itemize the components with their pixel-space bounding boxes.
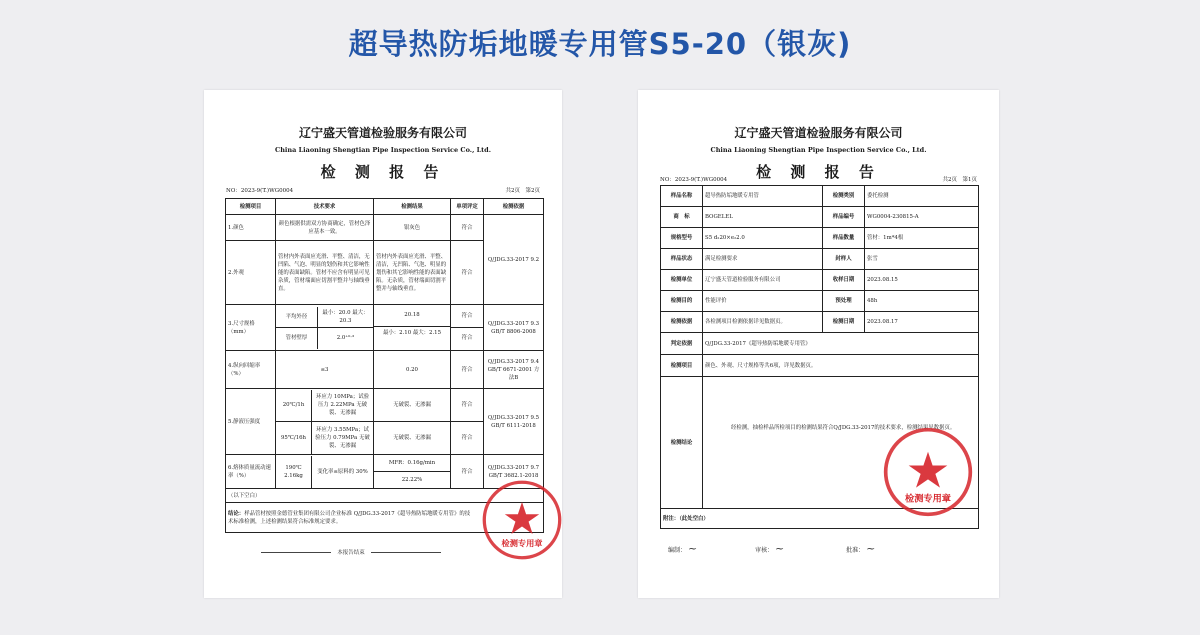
info-row xyxy=(661,249,979,270)
blank-note: （以下空白） xyxy=(226,489,544,503)
items-label: 检测项目 xyxy=(661,355,703,377)
info-value: 辽宁盛天管道检验服务有限公司 xyxy=(703,270,823,291)
info-label: 预处理 xyxy=(823,291,865,312)
review-signature: ~ xyxy=(775,542,785,555)
info-row xyxy=(661,291,979,312)
info-value: 委托检测 xyxy=(865,186,979,207)
col-header: 技术要求 xyxy=(276,199,374,215)
report-heading: 检 测 报 告 xyxy=(320,163,446,181)
info-label: 收样日期 xyxy=(823,270,865,291)
page-indicator: 共2页 第2页 xyxy=(505,188,540,194)
result-color: 银灰色 xyxy=(374,215,451,241)
company-name-en: China Liaoning Shengtian Pipe Inspection Service Co., Ltd. xyxy=(275,146,491,154)
conclusion-label: 检测结论 xyxy=(661,377,703,509)
result-appearance: 管材内外表面应光滑、平整、清洁，无凹陷、气泡、明显的划伤和其它影响性能的表面缺陷。无杂质，管材端面切割平整并与轴线垂直。 xyxy=(374,241,451,305)
basis-appearance: Q/JDG.33-2017 9.2 xyxy=(484,215,544,305)
page-indicator: 共2页 第1页 xyxy=(942,177,977,183)
info-label: 规格型号 xyxy=(661,228,703,249)
item-mfr: 6.熔体质量流动速率（%） xyxy=(226,455,276,489)
req-color: 颜色根据供需双方协商确定，管材色泽应基本一致。 xyxy=(276,215,374,241)
report-end xyxy=(236,548,466,556)
info-value: 性能评价 xyxy=(703,291,823,312)
report-page-1 xyxy=(638,90,999,598)
judge-label: 判定依据 xyxy=(661,333,703,355)
items-text: 颜色、外观、尺寸规格等共6项，详见数据页。 xyxy=(703,355,979,377)
eval-wall: 符合 xyxy=(461,335,473,341)
info-value: 满足检测要求 xyxy=(703,249,823,270)
col-header: 检测依据 xyxy=(484,199,544,215)
info-row xyxy=(661,312,979,333)
basis-shrink: Q/JDG.33-2017 9.4 GB/T 6671-2001 方法B xyxy=(484,351,544,389)
info-label: 样品名称 xyxy=(661,186,703,207)
info-label: 样品数量 xyxy=(823,228,865,249)
report-end-label: 本报告结束 xyxy=(337,550,365,556)
company-name-cn: 辽宁盛天管道检验服务有限公司 xyxy=(734,126,903,140)
result-mfr-value: MFR：0.16g/min xyxy=(374,455,450,472)
basis-pressure: Q/JDG.33-2017 9.5 GB/T 6111-2018 xyxy=(484,389,544,455)
info-value: 超导热防垢地暖专用管 xyxy=(703,186,823,207)
info-row xyxy=(661,207,979,228)
result-pressure xyxy=(374,389,451,455)
info-value: S5 d₂20×e₂2.0 xyxy=(703,228,823,249)
info-label: 样品编号 xyxy=(823,207,865,228)
info-label: 检测单位 xyxy=(661,270,703,291)
eval-avg-od: 符合 xyxy=(451,306,483,328)
label-avg-od: 平均外径 xyxy=(276,307,317,328)
stamp-label: 检测专用章 xyxy=(501,538,543,549)
result-mfr xyxy=(374,455,451,489)
basis-mfr: Q/JDG.33-2017 9.7 GB/T 3682.1-2018 xyxy=(484,455,544,489)
item-pressure: 5.静液压强度 xyxy=(226,389,276,455)
result-dimension xyxy=(374,305,451,351)
report-page-2 xyxy=(204,90,562,598)
req-wall: 2.0⁺⁰·³ xyxy=(317,328,373,349)
col-header: 检测结果 xyxy=(374,199,451,215)
result-95c: 无破裂、无渗漏 xyxy=(393,435,431,441)
info-value: WG0004-230815-A xyxy=(865,207,979,228)
eval-dimension xyxy=(451,305,484,351)
eval-20c: 符合 xyxy=(451,389,483,422)
req-95c: 环应力 3.55MPa；试验压力 0.79MPa 无破裂、无渗漏 xyxy=(312,422,373,454)
info-row xyxy=(661,270,979,291)
info-label: 商 标 xyxy=(661,207,703,228)
company-name-en: China Liaoning Shengtian Pipe Inspection Service Co., Ltd. xyxy=(710,146,927,154)
eval-color: 符合 xyxy=(451,215,484,241)
info-label: 检测类别 xyxy=(823,186,865,207)
req-mfr xyxy=(276,455,374,489)
remark-row: 附注：（此处空白） xyxy=(661,509,979,529)
col-header: 单项评定 xyxy=(451,199,484,215)
eval-shrink: 符合 xyxy=(451,351,484,389)
result-avg-od: 20.18 xyxy=(374,305,450,327)
info-row xyxy=(661,186,979,207)
compile-label: 编制： xyxy=(668,547,687,554)
result-shrink: 0.20 xyxy=(374,351,451,389)
info-label: 封样人 xyxy=(823,249,865,270)
compile-signature: ~ xyxy=(687,542,698,555)
cond-mfr: 190℃ 2.16kg xyxy=(276,456,312,488)
req-dimension xyxy=(276,305,374,351)
info-row xyxy=(661,228,979,249)
info-value: BOGELEL xyxy=(703,207,823,228)
eval-appearance: 符合 xyxy=(451,241,484,305)
stamp-label: 检测专用章 xyxy=(905,493,951,505)
judge-text: Q/JDG.33-2017《超导热防垢地暖专用管》 xyxy=(703,333,979,355)
label-wall: 管材壁厚 xyxy=(276,328,317,349)
eval-95c: 符合 xyxy=(461,435,473,441)
info-label: 检测依据 xyxy=(661,312,703,333)
req-appearance: 管材内外表面应光滑、平整、清洁，无凹陷、气泡、明显的划伤和其它影响性能的表面缺陷。管材不应含有明显可见杂质，管材端面应切割平整并与轴线垂直。 xyxy=(276,241,374,305)
cond-95c: 95℃/16h xyxy=(276,422,312,454)
eval-pressure xyxy=(451,389,484,455)
report-number: NO：2023-9(T.)WG0004 xyxy=(226,188,294,194)
item-appearance: 2.外观 xyxy=(226,241,276,305)
info-value: 2023.08.15 xyxy=(865,270,979,291)
item-color: 1.颜色 xyxy=(226,215,276,241)
req-shrink: ≤3 xyxy=(276,351,374,389)
result-wall: 最小：2.10 最大：2.15 xyxy=(382,330,442,336)
inspection-stamp xyxy=(481,479,563,561)
report-number: NO：2023-9(T.)WG0004 xyxy=(660,177,728,183)
inspection-stamp xyxy=(882,426,974,518)
info-label: 检测日期 xyxy=(823,312,865,333)
info-value: 管材：1m*4根 xyxy=(865,228,979,249)
signature-row xyxy=(668,542,978,555)
approve-signature: ~ xyxy=(866,542,876,555)
info-value: 2023.08.17 xyxy=(865,312,979,333)
col-header: 检测项目 xyxy=(226,199,276,215)
basis-dimension: Q/JDG.33-2017 9.3 GB/T 8806-2008 xyxy=(484,305,544,351)
conclusion-text: 经检测，抽检样品所检项目的检测结果符合Q/JDG.33-2017的技术要求，检测结果见数据页。 xyxy=(703,377,979,509)
page-title: 超导热防垢地暖专用管S5-20（银灰) xyxy=(348,27,852,61)
report-heading: 检 测 报 告 xyxy=(756,163,881,181)
req-mfr-text: 变化率≤原料的 30% xyxy=(317,468,368,475)
req-pressure xyxy=(276,389,374,455)
company-name-cn: 辽宁盛天管道检验服务有限公司 xyxy=(298,126,467,140)
info-value: 张雪 xyxy=(865,249,979,270)
conclusion-text: 样品管材按照金德管业集团有限公司企业标准 Q/JDG.33-2017《超导热防垢地暖专用管》的技术标准检测，上述检测结果符合标准规定要求。 xyxy=(228,510,471,525)
eval-mfr: 符合 xyxy=(451,455,484,489)
result-20c: 无破裂、无渗漏 xyxy=(374,389,450,422)
info-value: 各检测项目检测依据详见数据页。 xyxy=(703,312,823,333)
req-avg-od: 最小：20.0 最大：20.3 xyxy=(322,309,369,324)
item-dimension: 3.尺寸规格（mm） xyxy=(226,305,276,351)
req-20c: 环应力 10MPa；试验压力 2.22MPa 无破裂、无渗漏 xyxy=(315,394,370,417)
info-value: 48h xyxy=(865,291,979,312)
item-shrink: 4.纵向回缩率（%） xyxy=(226,351,276,389)
conclusion-label: 结论： xyxy=(228,510,245,517)
approve-label: 批准： xyxy=(846,547,865,554)
info-label: 检测目的 xyxy=(661,291,703,312)
cond-20c: 20℃/1h xyxy=(276,390,312,422)
review-label: 审核： xyxy=(755,547,774,554)
result-mfr-change: 22.22% xyxy=(401,477,423,483)
info-label: 样品状态 xyxy=(661,249,703,270)
